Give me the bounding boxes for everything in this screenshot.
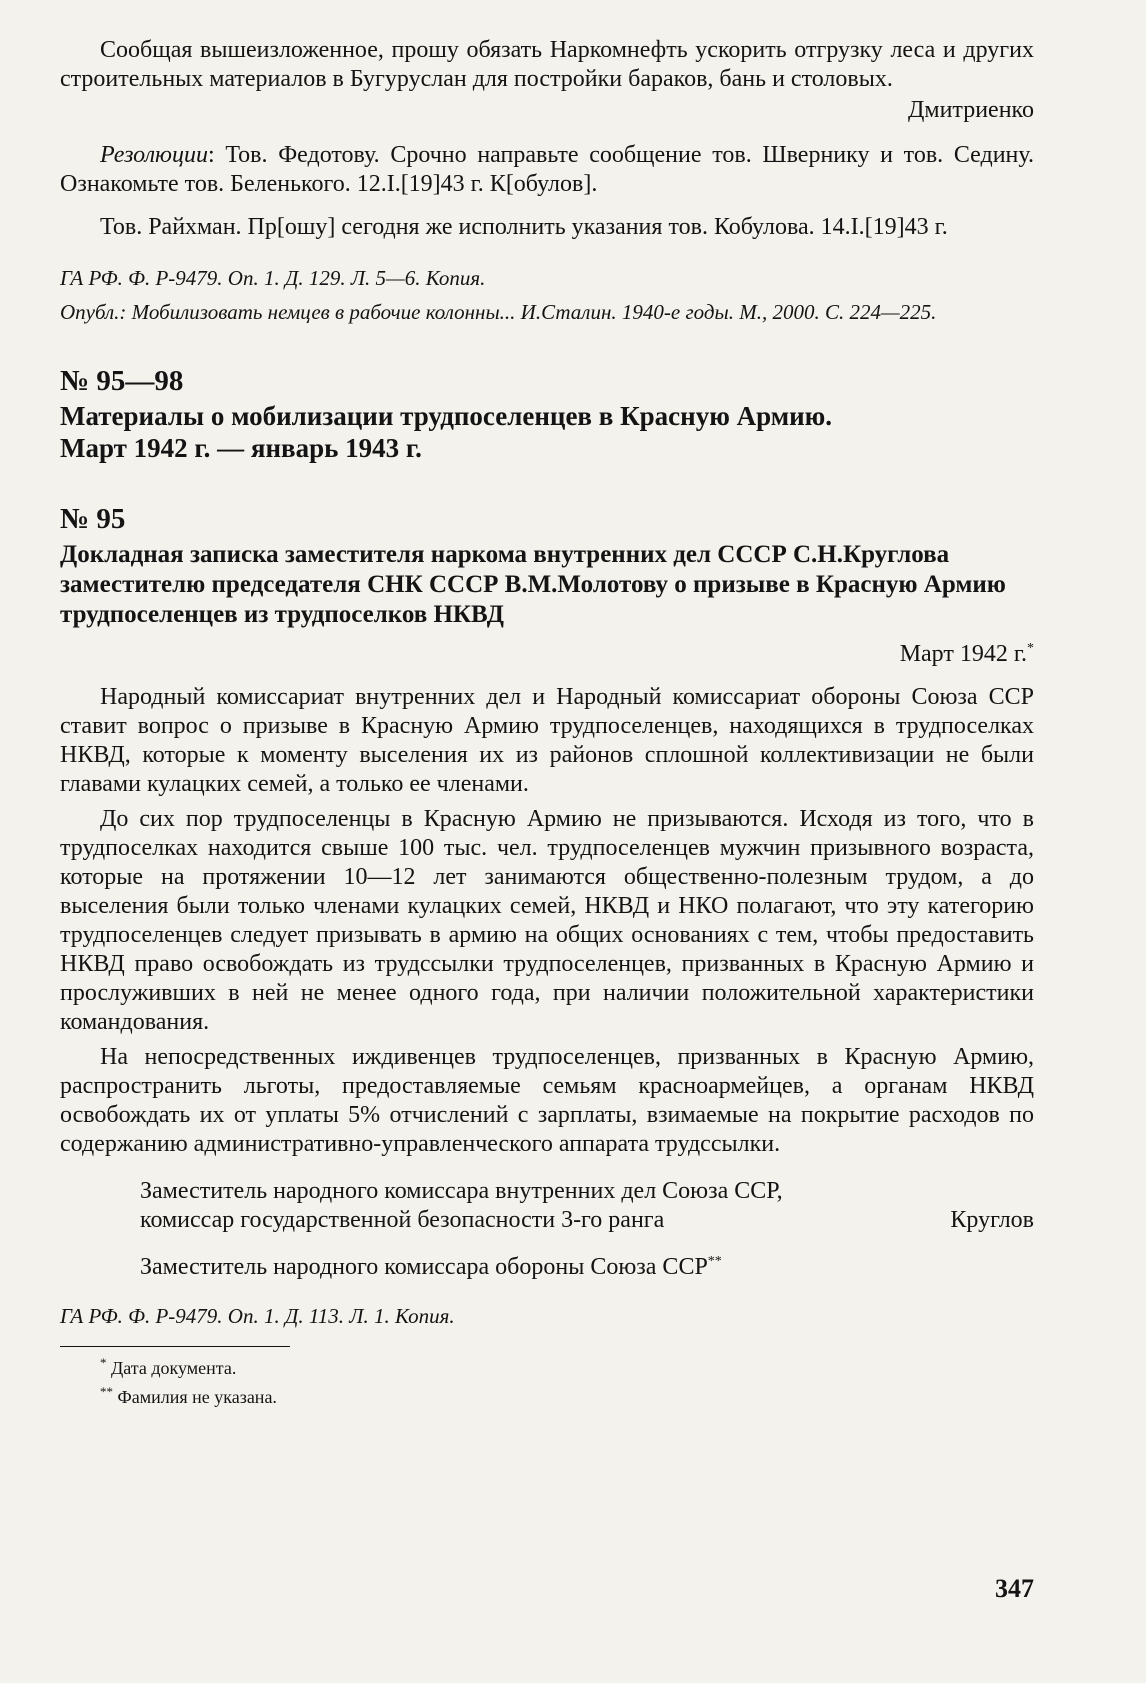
document-date: [60, 634, 1034, 669]
resolution-text: : Тов. Федотову. Срочно направьте сообщение тов. Швернику и тов. Седину. Ознакомьте тов. Беленького. 12.I.[19]43 г. К[обулов].: [60, 142, 1034, 197]
section-number: № 95—98: [60, 365, 184, 397]
paragraph-top: Сообщая вышеизложенное, прошу обязать Наркомнефть ускорить отгрузку леса и других строительных материалов в Бугуруслан для постройки бараков, бань и столовых.: [60, 37, 1034, 92]
signature-block: [60, 1177, 1034, 1282]
date-text: Март 1942 г.: [899, 641, 1027, 667]
section-title-line-2: Март 1942 г. — январь 1943 г.: [60, 433, 422, 463]
body-paragraph-1: Народный комиссариат внутренних дел и Народный комиссариат обороны Союза ССР ставит вопрос о призыве в Красную Армию трудпоселенцев, находящихся в трудпоселках НКВД, которые к моменту выселения их из районов сплошной коллективизации не были главами кулацких семей, а только ее членами.: [60, 684, 1034, 797]
resolution-second: Тов. Райхман. Пр[ошу] сегодня же исполнить указания тов. Кобулова. 14.I.[19]43 г.: [100, 214, 948, 240]
body-paragraph-3: На непосредственных иждивенцев трудпоселенцев, призванных в Красную Армию, распространить льготы, предоставляемые семьям красноармейцев, а органам НКВД освобождать их от уплаты 5% отчислений с зарплаты, взимаемые на покрытие расходов по содержанию административно-управленческого аппарата трудссылки.: [60, 1044, 1034, 1157]
document-number: № 95: [60, 503, 126, 535]
signature-1-line-1: Заместитель народного комиссара внутренних дел Союза ССР,: [140, 1178, 783, 1204]
signature-2-text: Заместитель народного комиссара обороны Союза ССР: [140, 1254, 708, 1280]
footnote-2: [60, 1380, 1034, 1409]
footnote-1-mark: *: [100, 1355, 107, 1370]
footnote-2-mark: **: [100, 1384, 113, 1399]
signature-2: [60, 1247, 1034, 1282]
signer-name: Дмитриенко: [908, 97, 1034, 123]
footnote-1: [60, 1351, 1034, 1380]
document-page: [60, 36, 1034, 1409]
signature-1-row: [60, 1206, 1034, 1235]
signature-2-footnote-mark: **: [707, 1254, 722, 1269]
document-archive-reference: ГА РФ. Ф. Р-9479. Оп. 1. Д. 113. Л. 1. Копия.: [60, 1304, 455, 1328]
footnote-1-text: Дата документа.: [106, 1358, 237, 1378]
resolution-paragraph: [60, 141, 1034, 199]
signature-1-line-2: комиссар государственной безопасности 3-го ранга: [140, 1207, 665, 1233]
footnote-divider: [60, 1346, 290, 1347]
document-title: Докладная записка заместителя наркома внутренних дел СССР С.Н.Круглова заместителю председателя СНК СССР В.М.Молотову о призыве в Красную Армию трудпоселенцев из трудпоселков НКВД: [60, 541, 1006, 628]
section-title-line-1: Материалы о мобилизации трудпоселенцев в Красную Армию.: [60, 401, 833, 431]
resolution-label: Резолюции: [100, 142, 208, 168]
publication-reference: Опубл.: Мобилизовать немцев в рабочие колонны... И.Сталин. 1940-е годы. М., 2000. С. 224—225.: [60, 300, 937, 324]
body-paragraph-2: До сих пор трудпоселенцы в Красную Армию не призываются. Исходя из того, что в трудпоселках находится свыше 100 тыс. чел. трудпоселенцев мужчин призывного возраста, которые на протяжении 10—12 лет занимаются общественно-полезным трудом, а до выселения были только членами кулацких семей, НКВД и НКО полагают, что эту категорию трудпоселенцев следует призывать в армию на общих основаниях с тем, чтобы предоставить НКВД право освобождать из трудссылки трудпоселенцев, призванных в Красную Армию и прослуживших в ней не менее одного года, при наличии положительной характеристики командования.: [60, 806, 1034, 1035]
footnote-2-text: Фамилия не указана.: [113, 1387, 277, 1407]
signature-1-name: Круглов: [950, 1207, 1034, 1233]
page-number: 347: [995, 1574, 1034, 1603]
archive-reference: ГА РФ. Ф. Р-9479. Оп. 1. Д. 129. Л. 5—6. Копия.: [60, 266, 486, 290]
date-footnote-mark: *: [1027, 641, 1034, 656]
